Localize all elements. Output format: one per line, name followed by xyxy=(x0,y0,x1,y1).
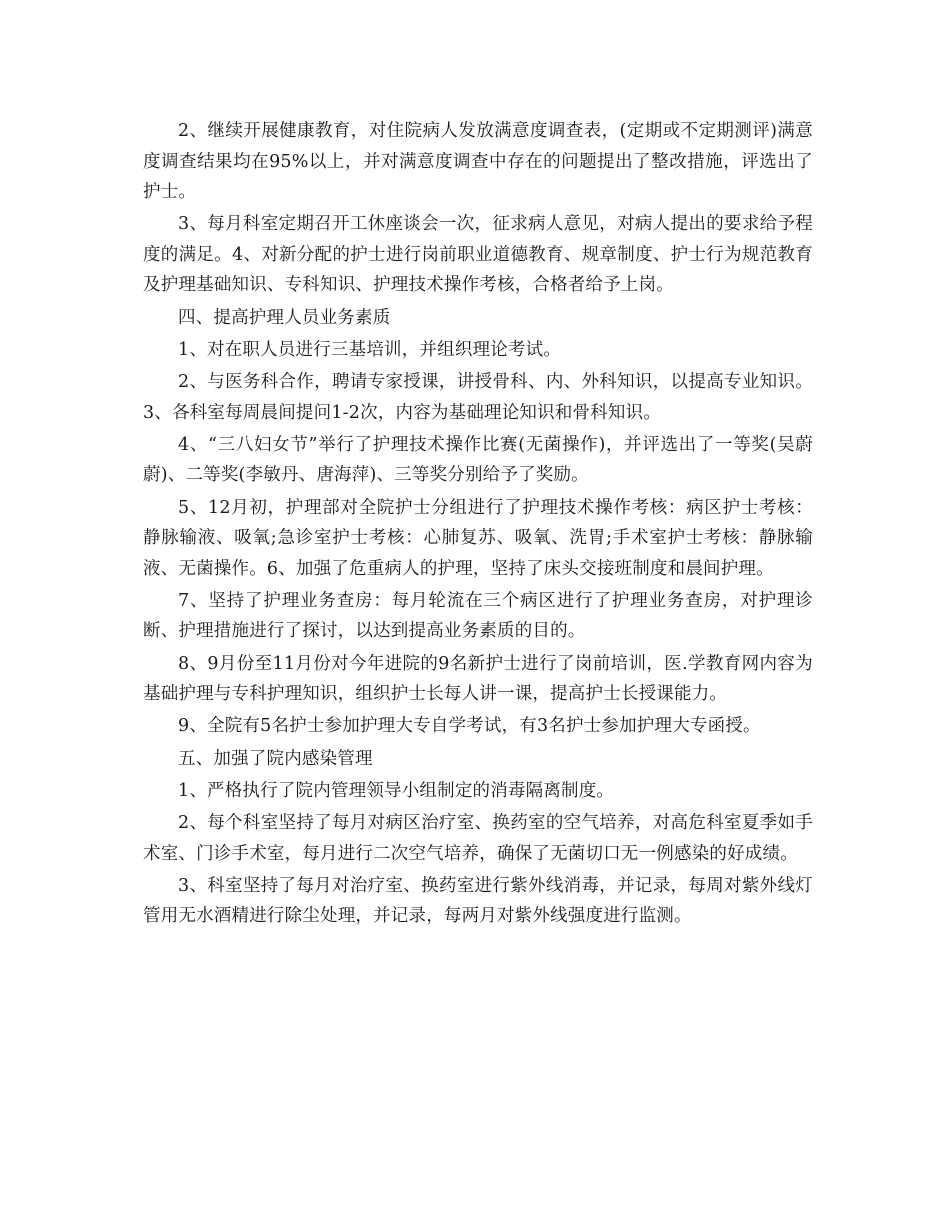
paragraph: 8、9月份至11月份对今年进院的9名新护士进行了岗前培训，医.学教育网内容为基础护理与专科护理知识，组织护士长每人讲一课，提高护士长授课能力。 xyxy=(143,653,813,704)
section-heading: 五、加强了院内感染管理 xyxy=(178,748,373,769)
paragraph: 3、每月科室定期召开工休座谈会一次，征求病人意见，对病人提出的要求给予程度的满足。4、对新分配的护士进行岗前职业道德教育、规章制度、护士行为规范教育及护理基础知识、专科知识、护理技术操作考核，合格者给予上岗。 xyxy=(143,214,813,296)
paragraph: 9、全院有5名护士参加护理大专自学考试，有3名护士参加护理大专函授。 xyxy=(178,716,761,737)
document-body xyxy=(143,116,813,934)
paragraph: 2、继续开展健康教育，对住院病人发放满意度调查表，(定期或不定期测评)满意度调查结果均在95%以上，并对满意度调查中存在的问题提出了整改措施，评选出了护士。 xyxy=(143,121,813,202)
paragraph: 5、12月初，护理部对全院护士分组进行了护理技术操作考核：病区护士考核：静脉输液、吸氧;急诊室护士考核：心肺复苏、吸氧、洗胃;手术室护士考核：静脉输液、无菌操作。6、加强了危重病人的护理，坚持了床头交接班制度和晨间护理。 xyxy=(143,497,813,579)
paragraph: 4、“三八妇女节”举行了护理技术操作比赛(无菌操作)，并评选出了一等奖(吴蔚蔚)、二等奖(李敏丹、唐海萍)、三等奖分别给予了奖励。 xyxy=(143,434,813,486)
paragraph: 7、坚持了护理业务查房：每月轮流在三个病区进行了护理业务查房，对护理诊断、护理措施进行了探讨，以达到提高业务素质的目的。 xyxy=(143,590,813,642)
section-heading: 四、提高护理人员业务素质 xyxy=(178,307,391,328)
paragraph: 2、每个科室坚持了每月对病区治疗室、换药室的空气培养，对高危科室夏季如手术室、门诊手术室，每月进行二次空气培养，确保了无菌切口无一例感染的好成绩。 xyxy=(143,813,813,864)
paragraph: 2、与医务科合作，聘请专家授课，讲授骨科、内、外科知识，以提高专业知识。3、各科室每周晨间提问1-2次，内容为基础理论知识和骨科知识。 xyxy=(143,372,813,423)
paragraph: 3、科室坚持了每月对治疗室、换药室进行紫外线消毒，并记录，每周对紫外线灯管用无水酒精进行除尘处理，并记录，每两月对紫外线强度进行监测。 xyxy=(143,875,813,927)
paragraph: 1、严格执行了院内管理领导小组制定的消毒隔离制度。 xyxy=(178,780,615,801)
paragraph: 1、对在职人员进行三基培训，并组织理论考试。 xyxy=(178,339,562,360)
